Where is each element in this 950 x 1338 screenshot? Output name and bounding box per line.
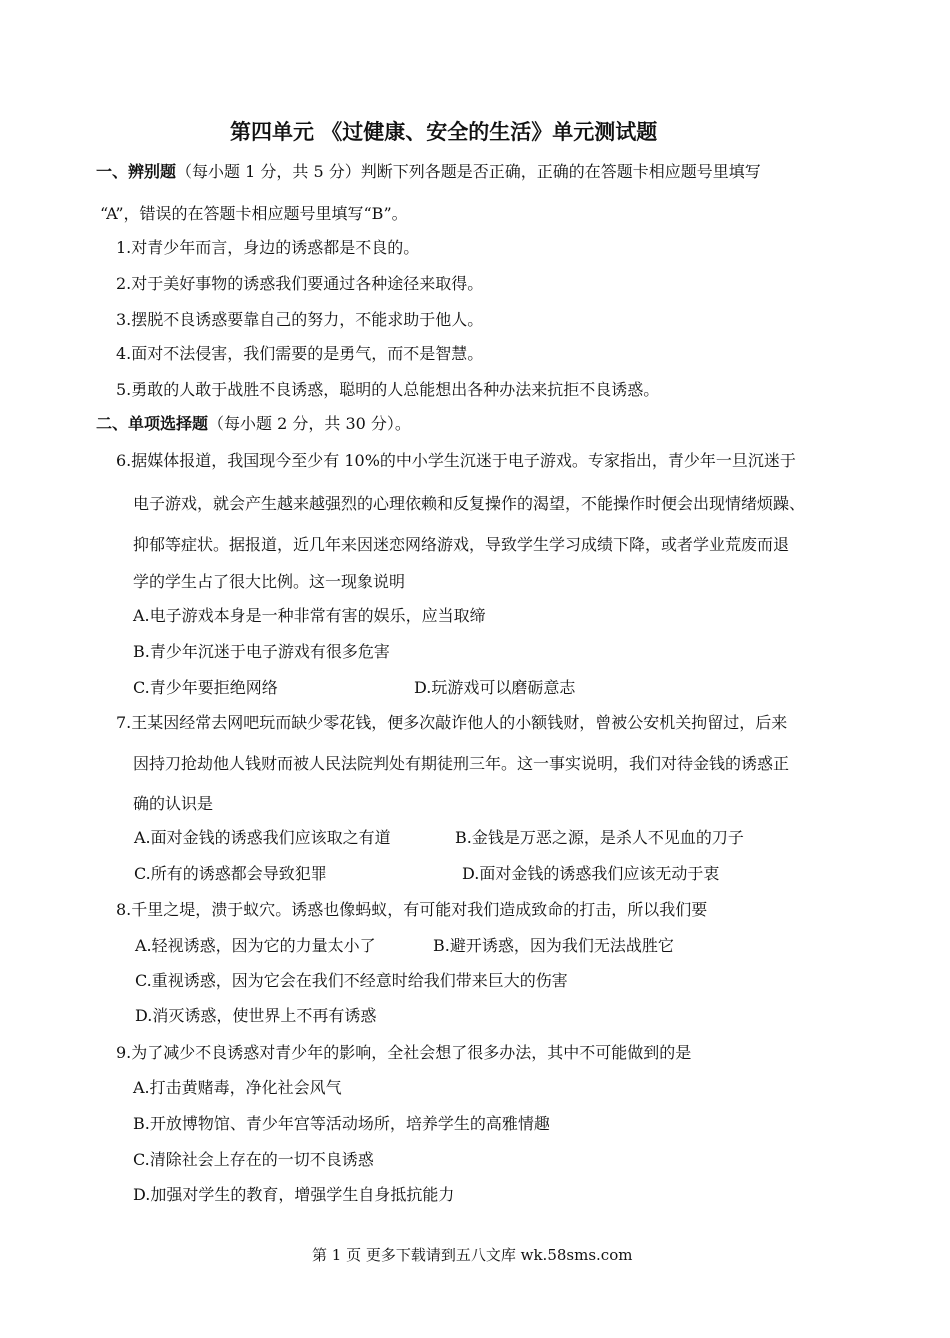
q8-option-d: D.消灭诱惑，使世界上不再有诱惑	[135, 1006, 377, 1025]
q6-stem-line-3: 抑郁等症状。据报道，近几年来因迷恋网络游戏，导致学生学习成绩下降，或者学业荒废而退	[133, 535, 790, 554]
section1-header	[96, 162, 761, 182]
q8-stem: 8.千里之堤，溃于蚁穴。诱惑也像蚂蚁，有可能对我们造成致命的打击，所以我们要	[116, 900, 708, 919]
q6-option-b: B.青少年沉迷于电子游戏有很多危害	[133, 642, 390, 661]
judge-item-4: 4.面对不法侵害，我们需要的是勇气，而不是智慧。	[116, 344, 484, 363]
q6-stem-line-1: 6.据媒体报道，我国现今至少有 10%的中小学生沉迷于电子游戏。专家指出，青少年一旦沉迷于	[116, 451, 796, 470]
q7-stem-line-1: 7.王某因经常去网吧玩而缺少零花钱，便多次敲诈他人的小额钱财，曾被公安机关拘留过，后来	[116, 713, 788, 732]
q7-option-c: C.所有的诱惑都会导致犯罪	[134, 864, 327, 883]
page-footer: 第 1 页 更多下载请到五八文库 wk.58sms.com	[312, 1246, 633, 1264]
q6-option-a: A.电子游戏本身是一种非常有害的娱乐，应当取缔	[133, 606, 486, 625]
judge-item-2: 2.对于美好事物的诱惑我们要通过各种途径来取得。	[116, 274, 484, 293]
q7-stem-line-3: 确的认识是	[133, 794, 214, 813]
q9-option-d: D.加强对学生的教育，增强学生自身抵抗能力	[133, 1185, 455, 1204]
page-title: 第四单元 《过健康、安全的生活》单元测试题	[230, 120, 658, 144]
q6-stem-line-2: 电子游戏，就会产生越来越强烈的心理依赖和反复操作的渴望，不能操作时便会出现情绪烦躁、	[133, 494, 806, 513]
section2-header	[96, 414, 411, 434]
q6-option-c: C.青少年要拒绝网络	[133, 678, 278, 697]
q7-stem-line-2: 因持刀抢劫他人钱财而被人民法院判处有期徒刑三年。这一事实说明，我们对待金钱的诱惑正	[133, 754, 790, 773]
q9-option-c: C.清除社会上存在的一切不良诱惑	[133, 1150, 374, 1169]
judge-item-1: 1.对青少年而言，身边的诱惑都是不良的。	[116, 238, 420, 257]
section2-note: （每小题 2 分，共 30 分）。	[208, 414, 411, 433]
q7-option-d: D.面对金钱的诱惑我们应该无动于衷	[462, 864, 720, 883]
q7-option-b: B.金钱是万恶之源，是杀人不见血的刀子	[455, 828, 744, 847]
section1-note: （每小题 1 分，共 5 分）判断下列各题是否正确，正确的在答题卡相应题号里填写	[176, 162, 761, 181]
section2-heading: 二、单项选择题	[96, 414, 209, 433]
section1-note-continued: “A”，错误的在答题卡相应题号里填写“B”。	[100, 204, 408, 223]
q8-option-b: B.避开诱惑，因为我们无法战胜它	[433, 936, 674, 955]
q9-stem: 9.为了减少不良诱惑对青少年的影响，全社会想了很多办法，其中不可能做到的是	[116, 1043, 692, 1062]
judge-item-5: 5.勇敢的人敢于战胜不良诱惑，聪明的人总能想出各种办法来抗拒不良诱惑。	[116, 380, 660, 399]
q8-option-a: A.轻视诱惑，因为它的力量太小了	[135, 936, 376, 955]
q9-option-b: B.开放博物馆、青少年宫等活动场所，培养学生的高雅情趣	[133, 1114, 550, 1133]
q6-stem-line-4: 学的学生占了很大比例。这一现象说明	[133, 572, 406, 591]
q9-option-a: A.打击黄赌毒，净化社会风气	[133, 1078, 342, 1097]
q7-option-a: A.面对金钱的诱惑我们应该取之有道	[134, 828, 391, 847]
q6-option-d: D.玩游戏可以磨砺意志	[414, 678, 576, 697]
q8-option-c: C.重视诱惑，因为它会在我们不经意时给我们带来巨大的伤害	[135, 971, 568, 990]
section1-heading: 一、辨别题	[96, 162, 177, 181]
judge-item-3: 3.摆脱不良诱惑要靠自己的努力，不能求助于他人。	[116, 310, 484, 329]
